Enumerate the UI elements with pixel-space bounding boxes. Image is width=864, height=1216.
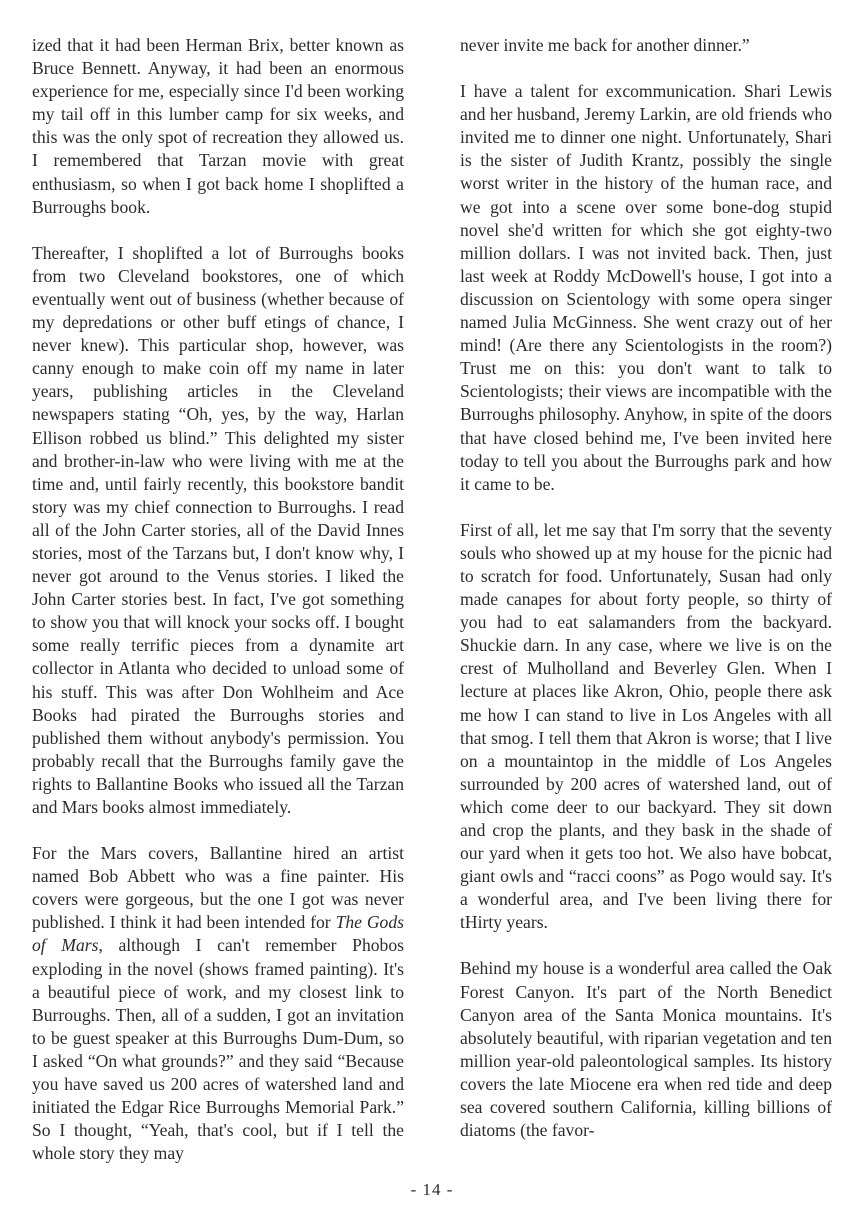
- text-run: For the Mars covers, Ballantine hired an artist named Bob Abbett who was a fine painter. His covers were gorgeous, but the one I got was never published. I think it had been intended for: [32, 843, 404, 933]
- paragraph: First of all, let me say that I'm sorry that the seventy souls who showed up at my house for the picnic had to scratch for food. Unfortunately, Susan had only made canapes for about forty people, so thirty of you had to eat salamanders from the backyard. Shuckie darn. In any case, where we live is on the crest of Mulholland and Beverley Glen. When I lecture at places like Akron, Ohio, people there ask me how I can stand to live in Los Angeles with all that smog. I tell them that Akron is worse; that I live on a mountaintop in the middle of Los Angeles surrounded by 200 acres of watershed land, out of which come deer to our backyard. They sit down and crop the plants, and they bask in the shade of our yard when it gets too hot. We also have bobcat, giant owls and “racci coons” as Pogo would say. It's a wonderful area, and I've been living there for tHirty years.: [460, 519, 832, 933]
- book-title: The Gods of Mars: [32, 912, 405, 956]
- text-run: , although I can't remember Phobos exploding in the novel (shows framed painting). It's a beautiful piece of work, and my closest link to Burroughs. Then, all of a sudden, I got an invitation to be guest speaker at this Burroughs Dum-Dum, so I asked “On what grounds?” and they said “Because you have saved us 200 acres of watershed land and initiated the Edgar Rice Burroughs Memorial Park.” So I thought, “Yeah, that's cool, but if I tell the whole story they may: [32, 935, 404, 1164]
- paragraph: I have a talent for excommunication. Shari Lewis and her husband, Jeremy Larkin, are old friends who invited me to dinner one night. Unfortunately, Shari is the sister of Judith Krantz, possibly the single worst writer in the history of the human race, and we got into a scene over some bone-dog stupid novel she'd written for which she got eighty-two million dollars. I was not invited back. Then, just last week at Roddy McDowell's house, I got into a discussion on Scientology with some opera singer named Julia McGinness. She went crazy out of her mind! (Are there any Scientologists in the room?) Trust me on this: you don't want to talk to Scientologists; their views are incompatible with the Burroughs philosophy. Anyhow, in spite of the doors that have closed behind me, I've been invited here today to tell you about the Burroughs park and how it came to be.: [460, 81, 832, 494]
- paragraph: Thereafter, I shoplifted a lot of Burroughs books from two Cleveland bookstores, one of which eventually went out of business (whether because of my depredations or other buff etings of chance, I never knew). This particular shop, however, was canny enough to make coin off my name in later years, publishing articles in the Cleveland newspapers stating “Oh, yes, by the way, Harlan Ellison robbed us blind.” This delighted my sister and brother-in-law who were living with me at the time and, until fairly recently, this bookstore bandit story was my chief connection to Burroughs. I read all of the John Carter stories, all of the David Innes stories, most of the Tarzans but, I don't know why, I never got around to the Venus stories. I liked the John Carter stories best. In fact, I've got something to show you that will knock your socks off. I bought some really terrific pieces from a dynamite art collector in Atlanta who decided to unload some of his stuff. This was after Don Wohlheim and Ace Books had pirated the Burroughs stories and published them without anybody's permission. You probably recall that the Burroughs family gave the rights to Ballantine Books who issued all the Tarzan and Mars books almost immediately.: [32, 242, 404, 817]
- paragraph: ized that it had been Herman Brix, better known as Bruce Bennett. Anyway, it had been an enormous experience for me, especially since I'd been working my tail off in this lumber camp for six weeks, and this was the only spot of recreation they allowed us. I remembered that Tarzan movie with great enthusiasm, so when I got back home I shoplifted a Burroughs book.: [32, 35, 404, 217]
- page-number: - 14 -: [410, 1180, 454, 1199]
- paragraph: Behind my house is a wonderful area called the Oak Forest Canyon. It's part of the North Benedict Canyon area of the Santa Monica mountains. It's absolutely beautiful, with riparian vegetation and ten million year-old paleontological samples. Its history covers the late Miocene era when red tide and deep sea covered southern California, killing billions of diatoms (the favor-: [460, 958, 832, 1141]
- right-column: [460, 34, 832, 1165]
- paragraph: never invite me back for another dinner.”: [460, 35, 750, 55]
- paragraph: [32, 842, 404, 1165]
- left-column: [32, 34, 404, 1188]
